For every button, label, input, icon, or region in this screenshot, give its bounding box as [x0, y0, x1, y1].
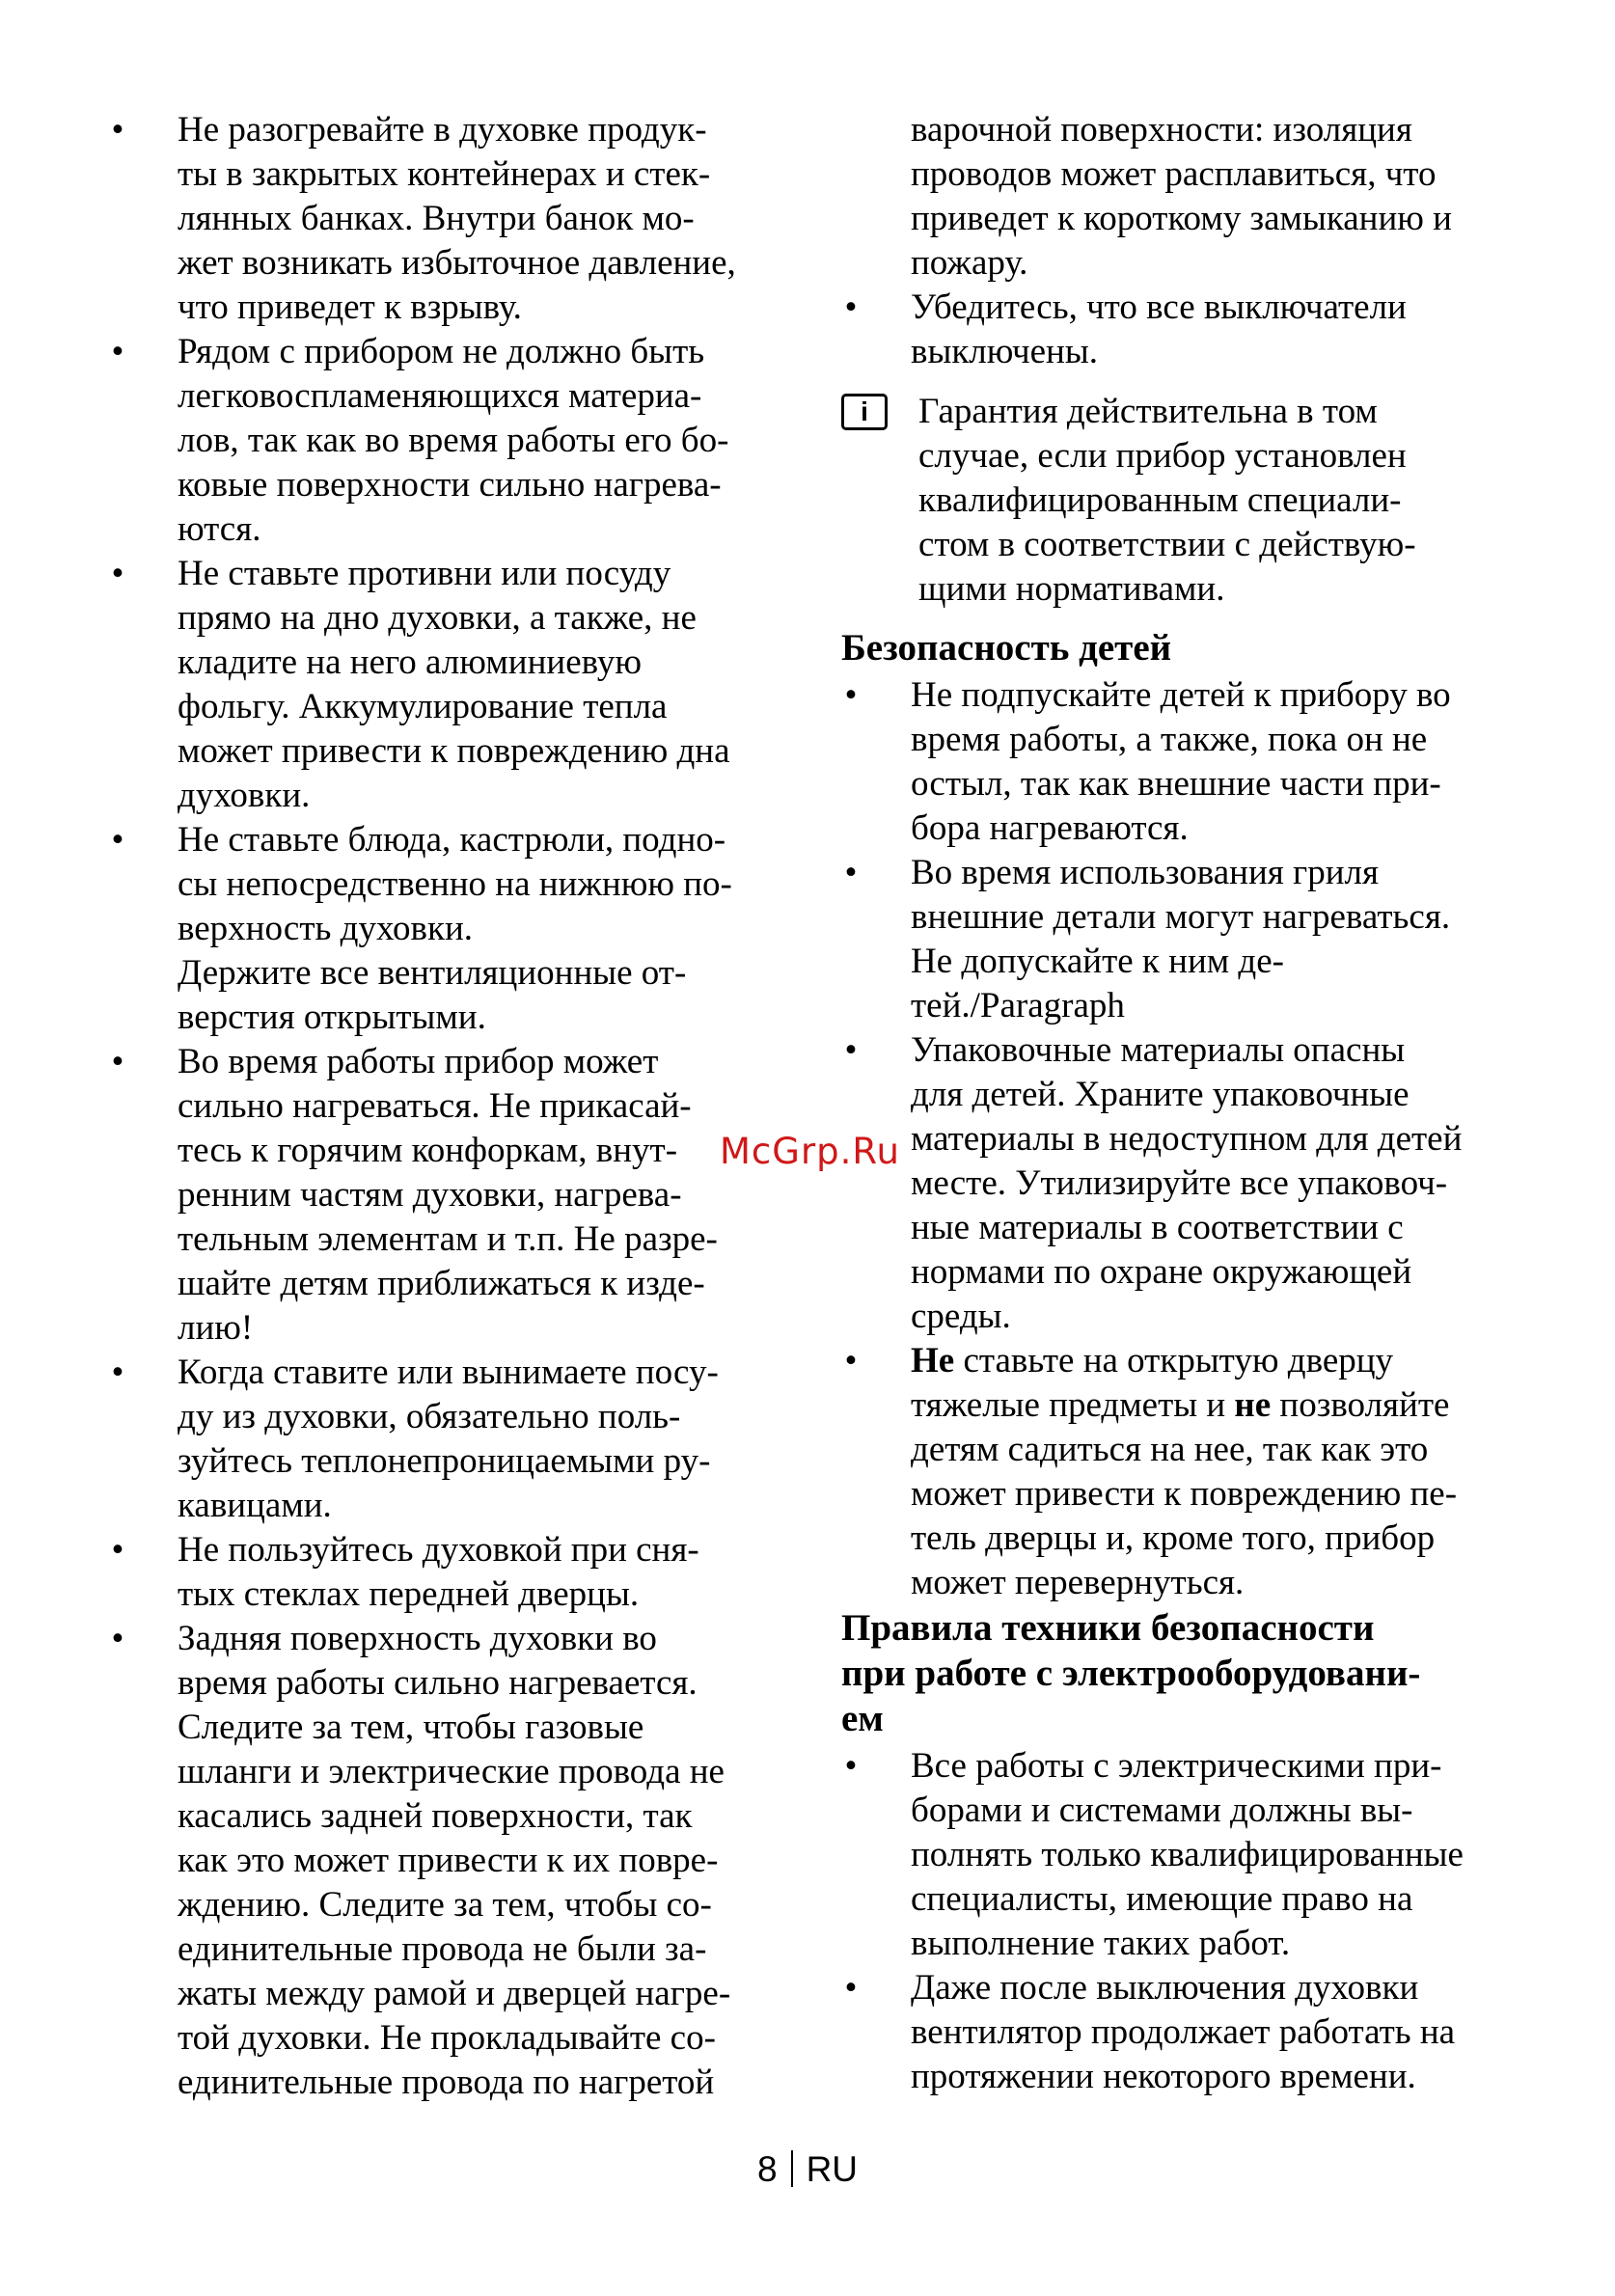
bullet-marker: •: [111, 1042, 124, 1081]
bullet-marker: •: [111, 1530, 124, 1570]
bullet-marker: •: [844, 287, 858, 327]
emphasis: Не: [911, 1341, 955, 1380]
footer-divider: [791, 2150, 793, 2187]
info-icon: i: [841, 394, 888, 430]
section-heading-electrical-safety-line: при работе с электрооборудовани-: [841, 1653, 1421, 1694]
watermark: McGrp.Ru: [720, 1131, 900, 1172]
bullet-marker: •: [111, 110, 124, 150]
language-code: RU: [806, 2149, 859, 2189]
bullet-marker: •: [844, 1341, 858, 1380]
bullet-marker: •: [844, 675, 858, 715]
page-footer: [0, 2149, 1615, 2190]
emphasis: не: [1234, 1385, 1272, 1425]
bullet-marker: •: [844, 1746, 858, 1786]
page-number: 8: [756, 2149, 778, 2189]
section-heading-child-safety: Безопасность детей: [841, 627, 1172, 669]
bullet-marker: •: [111, 554, 124, 593]
bullet-marker: •: [111, 820, 124, 860]
bullet-marker: •: [844, 1968, 858, 2008]
section-heading-electrical-safety: Правила техники безопасности: [841, 1607, 1375, 1649]
bullet-marker: •: [111, 332, 124, 371]
bullet-marker: •: [111, 1353, 124, 1392]
bullet-marker: •: [111, 1619, 124, 1658]
bullet-marker: •: [844, 853, 858, 892]
section-heading-electrical-safety-line: ем: [841, 1698, 884, 1739]
bullet-marker: •: [844, 1030, 858, 1070]
